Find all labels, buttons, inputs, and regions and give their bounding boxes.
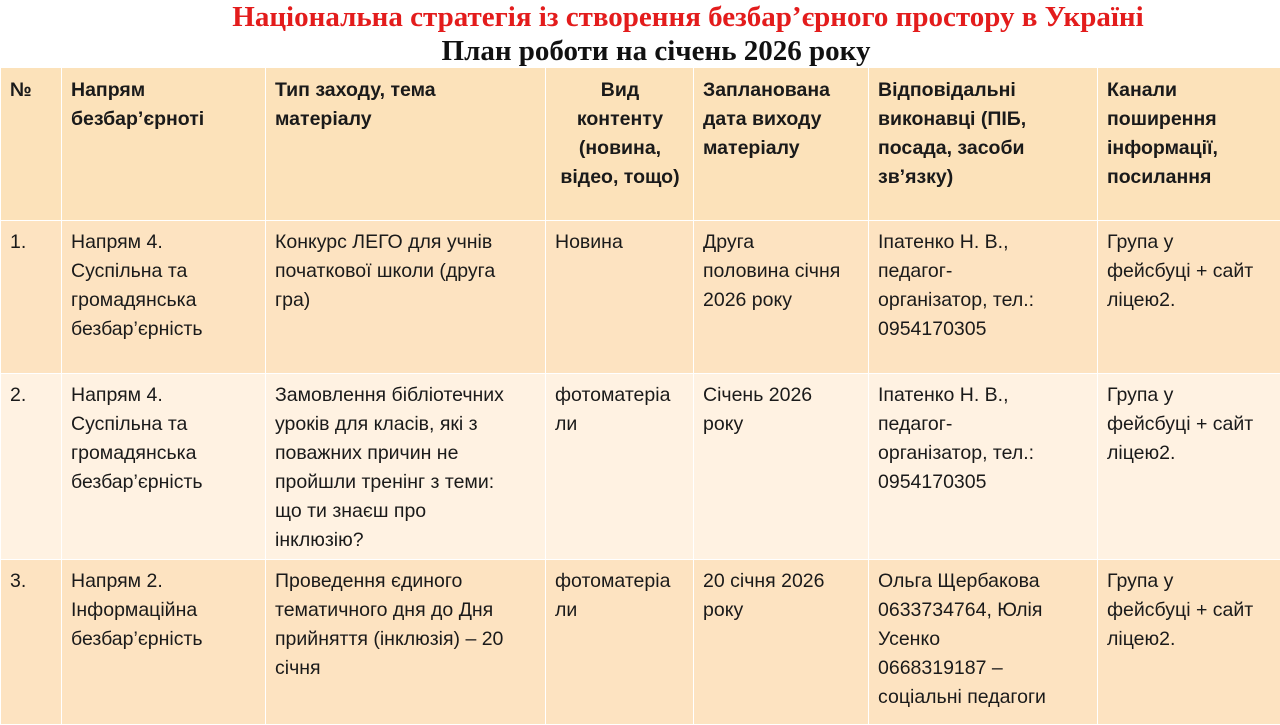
column-header-channels: Канали поширення інформації, посилання	[1098, 68, 1280, 221]
cell-number: 1.	[1, 221, 62, 374]
cell-content-type: Новина	[546, 221, 694, 374]
cell-responsible: Іпатенко Н. В., педагог- організатор, тел.: 0954170305	[869, 221, 1098, 374]
cell-channels: Група у фейсбуці + сайт ліцею2.	[1098, 221, 1280, 374]
cell-event: Проведення єдиного тематичного дня до Дня прийняття (інклюзія) – 20 січня	[266, 560, 546, 725]
cell-direction: Напрям 2. Інформаційна безбар’єрність	[62, 560, 266, 725]
cell-channels: Група у фейсбуці + сайт ліцею2.	[1098, 560, 1280, 725]
cell-number: 2.	[1, 374, 62, 560]
document-title: Національна стратегія із створення безбар’єрного простору в Україні	[0, 0, 1280, 34]
cell-date: 20 січня 2026 року	[694, 560, 869, 725]
cell-date: Друга половина січня 2026 року	[694, 221, 869, 374]
column-header-date: Запланована дата виходу матеріалу	[694, 68, 869, 221]
column-header-responsible: Відповідальні виконавці (ПІБ, посада, засоби зв’язку)	[869, 68, 1098, 221]
work-plan-table	[0, 67, 1280, 725]
cell-content-type: фотоматеріа ли	[546, 560, 694, 725]
table-row	[1, 221, 1280, 374]
column-header-content-type: Вид контенту (новина, відео, тощо)	[546, 68, 694, 221]
cell-event: Конкурс ЛЕГО для учнів початкової школи (друга гра)	[266, 221, 546, 374]
column-header-number: №	[1, 68, 62, 221]
table-row	[1, 560, 1280, 725]
cell-number: 3.	[1, 560, 62, 725]
cell-content-type: фотоматеріа ли	[546, 374, 694, 560]
table-row	[1, 374, 1280, 560]
column-header-event: Тип заходу, тема матеріалу	[266, 68, 546, 221]
cell-event: Замовлення бібліотечних уроків для класів, які з поважних причин не пройшли тренінг з теми: що ти знаєш про інклюзію?	[266, 374, 546, 560]
cell-date: Січень 2026 року	[694, 374, 869, 560]
cell-direction: Напрям 4. Суспільна та громадянська безбар’єрність	[62, 221, 266, 374]
cell-direction: Напрям 4. Суспільна та громадянська безбар’єрність	[62, 374, 266, 560]
table-header-row	[1, 68, 1280, 221]
cell-responsible: Ольга Щербакова 0633734764, Юлія Усенко 0668319187 – соціальні педагоги	[869, 560, 1098, 725]
document-subtitle: План роботи на січень 2026 року	[0, 34, 1280, 68]
cell-responsible: Іпатенко Н. В., педагог- організатор, тел.: 0954170305	[869, 374, 1098, 560]
column-header-direction: Напрям безбар’єрноті	[62, 68, 266, 221]
cell-channels: Група у фейсбуці + сайт ліцею2.	[1098, 374, 1280, 560]
